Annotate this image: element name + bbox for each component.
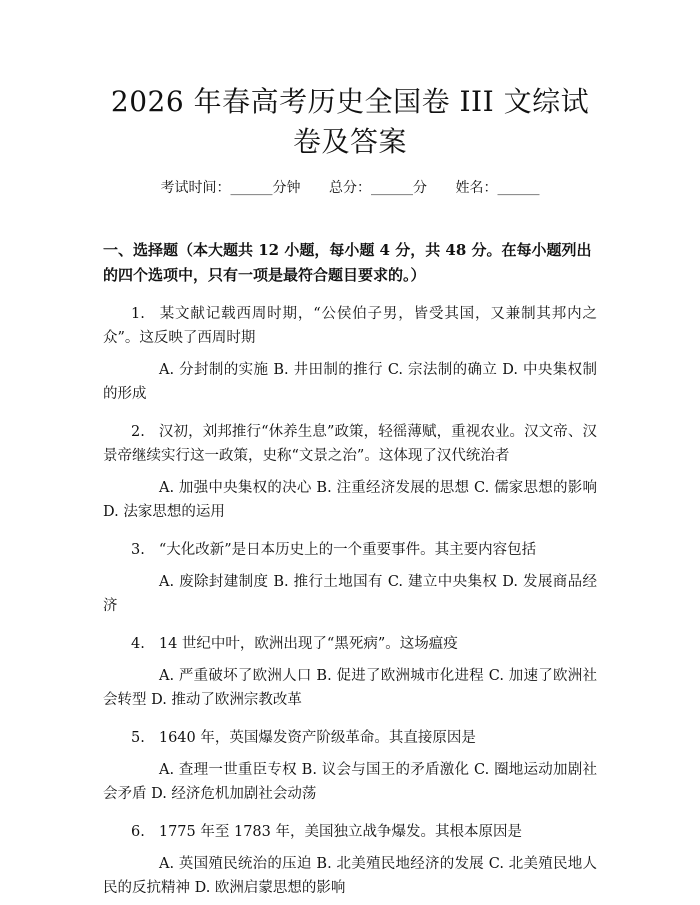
total-score-field: 总分：______分: [329, 180, 427, 196]
question-number: 4.: [131, 636, 145, 652]
question-item: [103, 726, 597, 806]
question-text: “大化改新”是日本历史上的一个重要事件。其主要内容包括: [158, 542, 537, 558]
question-stem: [103, 538, 597, 562]
question-options: A. 加强中央集权的决心 B. 注重经济发展的思想 C. 儒家思想的影响 D. 法家思想的运用: [103, 480, 597, 520]
question-options: A. 严重破坏了欧洲人口 B. 促进了欧洲城市化进程 C. 加速了欧洲社会转型 D. 推动了欧洲宗教改革: [103, 668, 597, 708]
question-stem: [103, 632, 597, 656]
question-text: 14 世纪中叶，欧洲出现了“黑死病”。这场瘟疫: [158, 636, 458, 652]
question-text: 1640 年，英国爆发资产阶级革命。其直接原因是: [158, 730, 476, 746]
question-item: [103, 420, 597, 524]
section-heading: 一、选择题（本大题共 12 小题，每小题 4 分，共 48 分。在每小题列出的四个选项中，只有一项是最符合题目要求的。）: [103, 241, 592, 284]
question-options: A. 分封制的实施 B. 井田制的推行 C. 宗法制的确立 D. 中央集权制的形成: [103, 362, 597, 402]
question-stem: [103, 820, 597, 844]
question-options: A. 英国殖民统治的压迫 B. 北美殖民地经济的发展 C. 北美殖民地人民的反抗精神 D. 欧洲启蒙思想的影响: [103, 856, 597, 896]
question-options: A. 废除封建制度 B. 推行土地国有 C. 建立中央集权 D. 发展商品经济: [103, 574, 597, 614]
name-field: 姓名：______: [455, 180, 540, 196]
question-options: A. 查理一世重臣专权 B. 议会与国王的矛盾激化 C. 圈地运动加剧社会矛盾 D. 经济危机加剧社会动荡: [103, 762, 597, 802]
question-item: [103, 632, 597, 712]
question-number: 6.: [131, 824, 145, 840]
question-item: [103, 538, 597, 618]
question-number: 2.: [131, 424, 145, 440]
page-title: 2026 年春高考历史全国卷 III 文综试卷及答案: [110, 85, 590, 158]
question-list: [103, 302, 597, 900]
question-stem: [103, 726, 597, 750]
question-stem: [103, 302, 597, 350]
exam-time-field: 考试时间：______分钟: [160, 180, 301, 196]
exam-meta: [103, 178, 597, 198]
question-text: 某文献记载西周时期，“公侯伯子男，皆受其国，又兼制其邦内之众”。这反映了西周时期: [103, 306, 597, 346]
question-number: 5.: [131, 730, 145, 746]
question-text: 汉初，刘邦推行“休养生息”政策，轻徭薄赋，重视农业。汉文帝、汉景帝继续实行这一政策，史称“文景之治”。这体现了汉代统治者: [103, 424, 597, 464]
question-stem: [103, 420, 597, 468]
question-item: [103, 302, 597, 406]
question-number: 3.: [131, 542, 145, 558]
question-number: 1.: [131, 306, 145, 322]
question-text: 1775 年至 1783 年，美国独立战争爆发。其根本原因是: [158, 824, 522, 840]
question-item: [103, 820, 597, 900]
